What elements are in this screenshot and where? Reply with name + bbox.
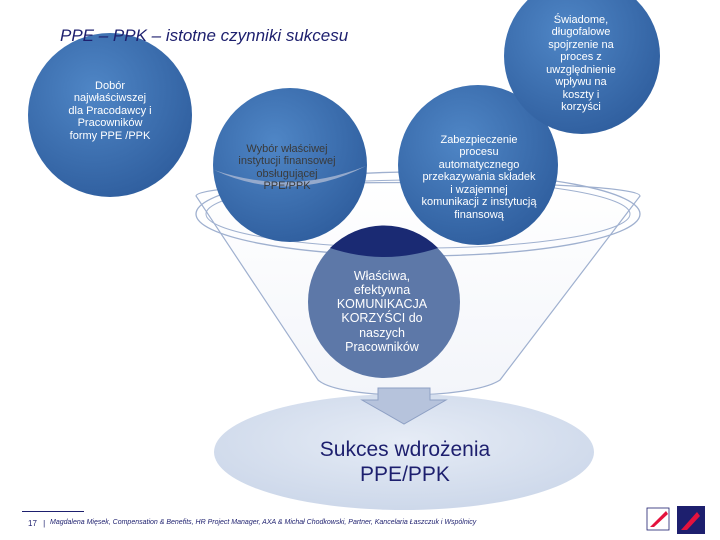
top-right-circle-line: proces z [560,51,602,64]
right-circle-line: komunikacji z instytucją [421,196,537,209]
top-right-circle-text [536,14,626,113]
right-circle-text [405,134,553,221]
middle-circle-line: PPE/PPK [263,180,311,193]
page-number: 17 [28,519,37,528]
top-right-circle-line: korzyści [561,100,601,113]
center-circle-line: Pracowników [345,339,419,354]
center-circle-line: efektywna [353,283,411,298]
right-circle-line: finansową [454,208,504,221]
top-right-circle-line: Świadome, [553,14,609,26]
right-circle-line: przekazywania składek [422,171,536,184]
center-circle-line: Właściwa, [353,269,411,283]
middle-circle-line: instytucji finansowej [238,155,336,168]
left-circle-line: dla Pracodawcy i [68,104,152,117]
top-right-circle-line: uwzględnienie [546,63,616,76]
right-circle-line: procesu [459,146,499,159]
middle-circle-line: Wybór właściwej [246,143,328,155]
right-circle-line: i wzajemnej [450,183,508,196]
footer-page-number [28,519,45,528]
top-right-circle-line: wpływu na [555,76,607,89]
left-circle-line: najwłaściwszej [73,92,147,105]
result-line: PPE/PPK [360,463,450,487]
left-circle-line: formy PPE /PPK [69,129,151,142]
right-circle-line: Zabezpieczenie [440,134,518,146]
left-circle-line: Pracowników [77,117,143,130]
center-circle-line: KOMUNIKACJA [336,297,428,312]
center-circle-line: naszych [359,325,405,340]
right-circle-line: automatycznego [438,158,520,171]
result-line: Sukces wdrożenia [319,438,491,461]
left-circle-text [58,80,162,142]
top-right-circle-line: spojrzenie na [548,38,614,51]
left-circle-line: Dobór [95,80,125,92]
result-text [270,437,540,487]
center-circle-text [322,269,442,354]
middle-circle-line: obsługującej [256,167,318,180]
middle-circle-text [228,143,346,193]
footer-divider [22,511,84,512]
footer-separator: | [43,519,46,528]
axa-logo [647,506,705,534]
top-right-circle-line: koszty i [562,88,600,101]
footer-credits: Magdalena Mięsek, Compensation & Benefits, HR Project Manager, AXA & Michał Chodkowski, Partner, Kancelaria Łaszczuk i Wspólnicy [50,519,477,526]
top-right-circle-line: długofalowe [551,26,611,39]
page-title: PPE – PPK – istotne czynniki sukcesu [60,26,349,45]
center-circle-line: KORZYŚCI do [341,311,423,326]
